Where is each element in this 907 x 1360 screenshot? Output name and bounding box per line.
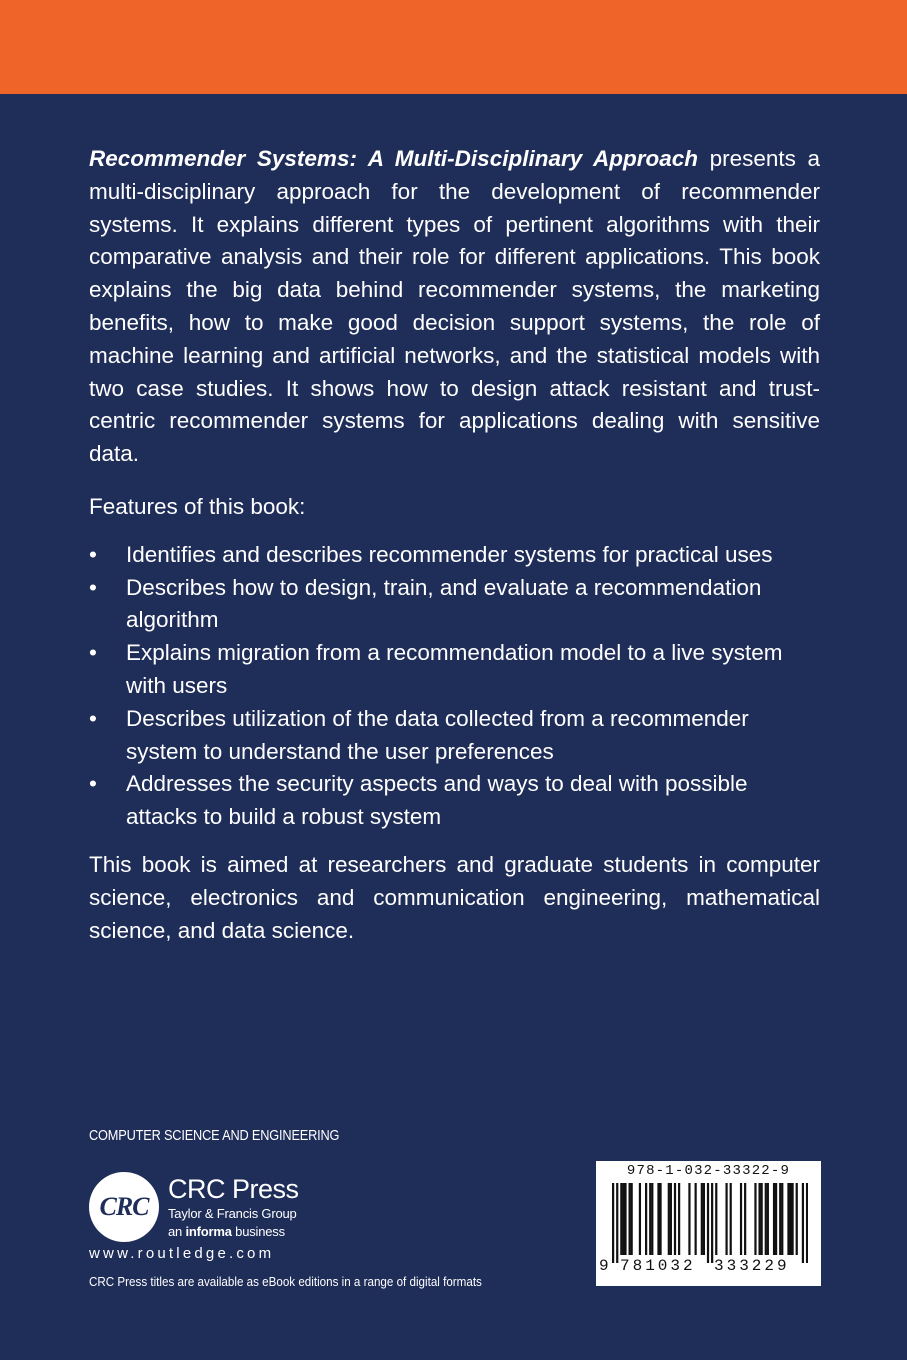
isbn-left-group: 781032 bbox=[620, 1257, 696, 1275]
bullet-icon: • bbox=[89, 771, 97, 797]
subject-category: COMPUTER SCIENCE AND ENGINEERING bbox=[89, 1128, 340, 1144]
feature-text: Addresses the security aspects and ways to deal with possible attacks to build a robust system bbox=[126, 771, 748, 830]
book-title: Recommender Systems: A Multi-Disciplinary Approach bbox=[89, 146, 698, 171]
bullet-icon: • bbox=[89, 541, 97, 567]
barcode-bar bbox=[668, 1183, 670, 1255]
feature-text: Identifies and describes recommender systems for practical uses bbox=[126, 541, 773, 567]
barcode-bar bbox=[773, 1183, 775, 1255]
barcode-bar bbox=[688, 1183, 690, 1255]
feature-item bbox=[89, 703, 820, 769]
publisher-group: Taylor & Francis Group bbox=[168, 1206, 297, 1221]
barcode-bar bbox=[730, 1183, 732, 1255]
barcode-bar bbox=[744, 1183, 746, 1255]
features-heading: Features of this book: bbox=[89, 493, 306, 519]
ebook-note: CRC Press titles are available as eBook editions in a range of digital formats bbox=[89, 1275, 482, 1289]
barcode-bar bbox=[791, 1183, 793, 1255]
barcode-bar bbox=[701, 1183, 703, 1255]
barcode-bar bbox=[620, 1183, 622, 1255]
isbn-number: 978-1-032-33322-9 bbox=[626, 1163, 791, 1179]
barcode-bar bbox=[631, 1183, 633, 1255]
top-color-band bbox=[0, 0, 907, 94]
barcode-bar bbox=[645, 1183, 647, 1255]
back-cover-text bbox=[89, 143, 820, 947]
barcode-guard-bar bbox=[707, 1183, 709, 1263]
barcode-bar bbox=[740, 1183, 742, 1255]
barcode-bar bbox=[624, 1183, 626, 1255]
barcode-bar bbox=[796, 1183, 798, 1255]
publisher-block bbox=[168, 1173, 299, 1241]
feature-item bbox=[89, 768, 820, 834]
bullet-icon: • bbox=[89, 705, 97, 731]
barcode-bar bbox=[657, 1183, 659, 1255]
crc-logo-icon bbox=[89, 1172, 159, 1242]
isbn-right-group: 333229 bbox=[714, 1257, 790, 1275]
barcode-bar bbox=[779, 1183, 781, 1255]
barcode-bar bbox=[674, 1183, 676, 1255]
barcode-bar bbox=[715, 1183, 717, 1255]
publisher-url: www.routledge.com bbox=[89, 1245, 275, 1262]
feature-item bbox=[89, 539, 820, 572]
barcode-bar bbox=[754, 1183, 756, 1255]
tagline-prefix: an bbox=[168, 1224, 186, 1239]
crc-logo-text: CRC bbox=[99, 1192, 149, 1221]
barcode-bar bbox=[659, 1183, 661, 1255]
barcode-guard-bar bbox=[802, 1183, 804, 1263]
barcode-bar bbox=[787, 1183, 789, 1255]
bullet-icon: • bbox=[89, 574, 97, 600]
barcode-bar bbox=[758, 1183, 760, 1255]
barcode-bar bbox=[781, 1183, 783, 1255]
barcode-bar bbox=[789, 1183, 791, 1255]
bullet-icon: • bbox=[89, 640, 97, 666]
barcode-bar bbox=[651, 1183, 653, 1255]
barcode-guard-bar bbox=[616, 1183, 618, 1263]
intro-body: presents a multi-disciplinary approach for the development of recommender systems. It explains different types of pertinent algorithms with their comparative analysis and their role for different applications. This book explains the big data behind recommender systems, the marketing benefits, how to make good decision support systems, the role of machine learning and artificial networks, and the statistical models with two case studies. It shows how to design attack resistant and trust-centric recommender systems for applications dealing with sensitive data. bbox=[89, 146, 820, 467]
audience-paragraph: This book is aimed at researchers and graduate students in computer science, electronics and communication engineering, mathematical science, and data science. bbox=[89, 851, 820, 943]
barcode-bar bbox=[629, 1183, 631, 1255]
barcode-guard-bar bbox=[711, 1183, 713, 1263]
barcode-bar bbox=[639, 1183, 641, 1255]
barcode-bar bbox=[703, 1183, 705, 1255]
barcode-bar bbox=[767, 1183, 769, 1255]
barcode-guard-bar bbox=[806, 1183, 808, 1263]
barcode-guard-bar bbox=[612, 1183, 614, 1263]
feature-text: Describes how to design, train, and evaluate a recommendation algorithm bbox=[126, 574, 762, 633]
tagline-suffix: business bbox=[231, 1224, 285, 1239]
barcode-bar bbox=[678, 1183, 680, 1255]
barcode-bar bbox=[765, 1183, 767, 1255]
barcode-bar bbox=[649, 1183, 651, 1255]
feature-item bbox=[89, 637, 820, 703]
feature-text: Describes utilization of the data collected from a recommender system to understand the user preferences bbox=[126, 705, 749, 764]
intro-paragraph bbox=[89, 143, 820, 471]
barcode-bar bbox=[622, 1183, 624, 1255]
barcode-bar bbox=[695, 1183, 697, 1255]
barcode-bars bbox=[612, 1183, 808, 1263]
publisher-name: CRC Press bbox=[168, 1174, 299, 1204]
isbn-lead-digit: 9 bbox=[599, 1257, 609, 1275]
features-list bbox=[89, 539, 820, 834]
publisher-tagline bbox=[168, 1223, 299, 1241]
feature-item bbox=[89, 572, 820, 638]
barcode-bar bbox=[670, 1183, 672, 1255]
barcode-bar bbox=[725, 1183, 727, 1255]
tagline-informa: informa bbox=[185, 1224, 232, 1239]
barcode-bar bbox=[761, 1183, 763, 1255]
isbn-barcode bbox=[596, 1161, 821, 1286]
barcode-bar bbox=[775, 1183, 777, 1255]
feature-text: Explains migration from a recommendation model to a live system with users bbox=[126, 640, 783, 698]
